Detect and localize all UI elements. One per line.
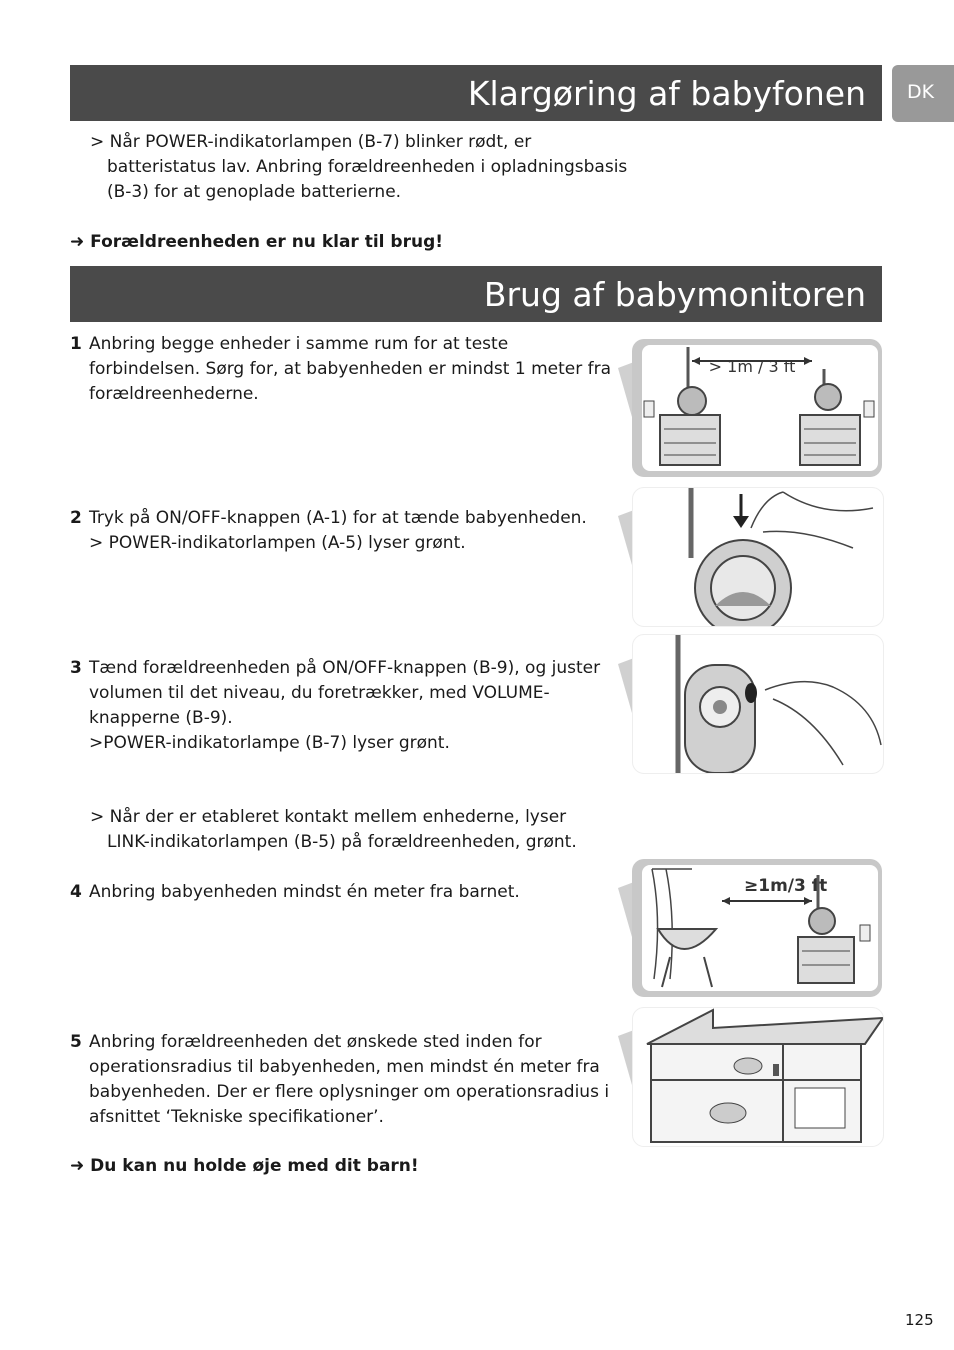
step-number: 2 xyxy=(70,508,82,528)
figure-distance-crib xyxy=(632,859,882,997)
step-line: forbindelsen. Sørg for, at babyenheden er mindst 1 meter fra xyxy=(89,359,612,379)
step-number: 3 xyxy=(70,658,82,678)
figure-house-range xyxy=(632,1007,884,1147)
language-tab: DK xyxy=(892,65,954,122)
figure-press-power-baby xyxy=(632,487,884,627)
step-number: 1 xyxy=(70,334,82,354)
page-number: 125 xyxy=(905,1311,934,1329)
figure-distance-units xyxy=(632,339,882,477)
step-line: > POWER-indikatorlampen (A-5) lyser grønt. xyxy=(89,533,466,553)
intro-line: > Når POWER-indikatorlampen (B-7) blinker rødt, er xyxy=(90,132,532,152)
section-title: Brug af babymonitoren xyxy=(483,275,866,314)
step-line: afsnittet ‘Tekniske specifikationer’. xyxy=(89,1107,384,1127)
step-line: forældreenhederne. xyxy=(89,384,259,404)
step-line: Anbring forældreenheden det ønskede sted inden for xyxy=(89,1032,542,1052)
step-line: volumen til det niveau, du foretrækker, med VOLUME- xyxy=(89,683,550,703)
figure-distance-label: ≥1m/3 ft xyxy=(744,876,828,896)
step-number: 4 xyxy=(70,882,82,902)
step-line: Anbring begge enheder i samme rum for at teste xyxy=(89,334,509,354)
step-line: knapperne (B-9). xyxy=(89,708,233,728)
figure-press-power-parent xyxy=(632,634,884,774)
step-line: Anbring babyenheden mindst én meter fra barnet. xyxy=(89,882,520,902)
note-line: LINK-indikatorlampen (B-5) på forældreenheden, grønt. xyxy=(107,832,577,852)
intro-line: batteristatus lav. Anbring forældreenheden i opladningsbasis xyxy=(107,157,628,177)
section-title: Klargøring af babyfonen xyxy=(467,74,866,113)
figure-distance-label: > 1m / 3 ft xyxy=(708,357,796,376)
section-header-preparation xyxy=(70,65,882,121)
step-number: 5 xyxy=(70,1032,82,1052)
intro-result: ➜ Forældreenheden er nu klar til brug! xyxy=(70,232,443,252)
note-line: > Når der er etableret kontakt mellem enhederne, lyser xyxy=(90,807,567,827)
step-line: Tænd forældreenheden på ON/OFF-knappen (B-9), og juster xyxy=(89,658,601,678)
final-result: ➜ Du kan nu holde øje med dit barn! xyxy=(70,1156,419,1176)
step-line: babyenheden. Der er flere oplysninger om operationsradius i xyxy=(89,1082,610,1102)
section-header-usage xyxy=(70,266,882,322)
intro-line: (B-3) for at genoplade batterierne. xyxy=(107,182,402,202)
step-line: >POWER-indikatorlampe (B-7) lyser grønt. xyxy=(89,733,450,753)
step-line: Tryk på ON/OFF-knappen (A-1) for at tænde babyenheden. xyxy=(89,508,587,528)
step-line: operationsradius til babyenheden, men mindst én meter fra xyxy=(89,1057,600,1077)
